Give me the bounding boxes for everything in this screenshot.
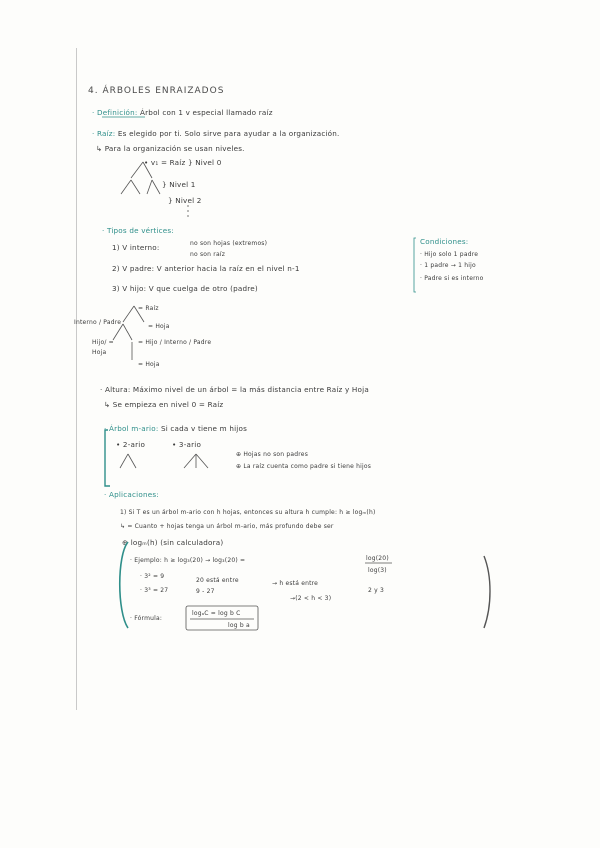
condicion-2: · 1 padre → 1 hijo xyxy=(420,262,476,269)
ejemplo-l5: →(2 < h < 3) xyxy=(290,595,332,602)
ejemplo-frac-top: log(20) xyxy=(366,555,389,562)
tipos-hijo: 3) V hijo: V que cuelga de otro (padre) xyxy=(112,284,258,293)
aplicacion-1: 1) Si T es un árbol m-ario con h hojas, entonces su altura h cumple: h ≥ logₘ(h) xyxy=(120,509,376,516)
organizacion-text: ↳ Para la organización se usan niveles. xyxy=(96,144,245,153)
definicion-text: Árbol con 1 v especial llamado raíz xyxy=(140,108,273,117)
altura-text: · Altura: Máximo nivel de un árbol = la más distancia entre Raíz y Hoja xyxy=(100,385,369,394)
ejemplo-l4a: → h está entre xyxy=(272,580,319,587)
tipos-interno: 1) V interno: xyxy=(112,243,160,252)
tipos-interno-c: no son raíz xyxy=(190,251,226,258)
formula-top: logₐC = log b C xyxy=(192,610,241,617)
tipos-interno-b: no son hojas (extremos) xyxy=(190,240,268,247)
ario-3: • 3-ario xyxy=(172,440,202,449)
ejemplo-l3b: 9 - 27 xyxy=(196,588,215,595)
tree1-nivel1: } Nivel 1 xyxy=(162,180,196,189)
formula-bot: log b a xyxy=(228,622,250,629)
raiz-label: · Raíz: xyxy=(92,129,116,138)
arbol-m-label: · Árbol m-ario: xyxy=(104,424,159,433)
ejemplo-l1: · 3² = 9 xyxy=(140,573,165,580)
tipos-label: · Tipos de vértices: xyxy=(102,226,174,235)
aplicacion-2: ↳ = Cuanto + hojas tenga un árbol m-ario, más profundo debe ser xyxy=(120,523,334,530)
arbol-m-note2: ⊕ La raíz cuenta como padre si tiene hijos xyxy=(236,463,372,470)
ejemplo-frac-bot: log(3) xyxy=(368,567,387,574)
definicion-label: · Definición: xyxy=(92,108,138,117)
formula-label: · Fórmula: xyxy=(130,615,163,622)
condiciones-title: Condiciones: xyxy=(420,237,469,246)
ejemplo-l3a: 20 está entre xyxy=(196,577,239,584)
ejemplo-line: · Ejemplo: h ≥ log₃(20) → log₃(20) = xyxy=(130,557,246,564)
tree2-hoja1: = Hoja xyxy=(148,323,170,330)
tree1-nivel2: } Nivel 2 xyxy=(168,196,202,205)
ario-2: • 2-ario xyxy=(116,440,146,449)
arbol-m-note1: ⊕ Hojas no son padres xyxy=(236,451,309,458)
condicion-1: · Hijo solo 1 padre xyxy=(420,251,479,258)
condicion-3: · Padre si es interno xyxy=(420,275,484,282)
raiz-text: Es elegido por ti. Solo sirve para ayudar a la organización. xyxy=(117,129,340,138)
tree2-raiz: = Raíz xyxy=(138,305,159,312)
page-title: 4. ÁRBOLES ENRAIZADOS xyxy=(88,86,225,96)
aplicaciones-label: · Aplicaciones: xyxy=(104,490,159,499)
tree2-izq: Interno / Padre xyxy=(74,319,122,326)
ejemplo-l2: · 3³ = 27 xyxy=(140,587,169,594)
tree2-hoja2: = Hoja xyxy=(138,361,160,368)
tree1-nivel0: • v₁ = Raíz } Nivel 0 xyxy=(144,158,222,167)
aplicacion-3: ⊕ logₘ(h) (sin calculadora) xyxy=(122,538,224,547)
altura-sub: ↳ Se empieza en nivel 0 = Raíz xyxy=(104,400,224,409)
tree2-hijo: = Hijo / Interno / Padre xyxy=(138,339,212,346)
arbol-m-text: Si cada v tiene m hijos xyxy=(160,424,248,433)
ejemplo-l4b: 2 y 3 xyxy=(368,587,384,594)
tipos-padre: 2) V padre: V anterior hacia la raíz en el nivel n-1 xyxy=(112,264,300,273)
tree2-hijo-izq: Hijo/ = Hoja xyxy=(92,339,114,356)
